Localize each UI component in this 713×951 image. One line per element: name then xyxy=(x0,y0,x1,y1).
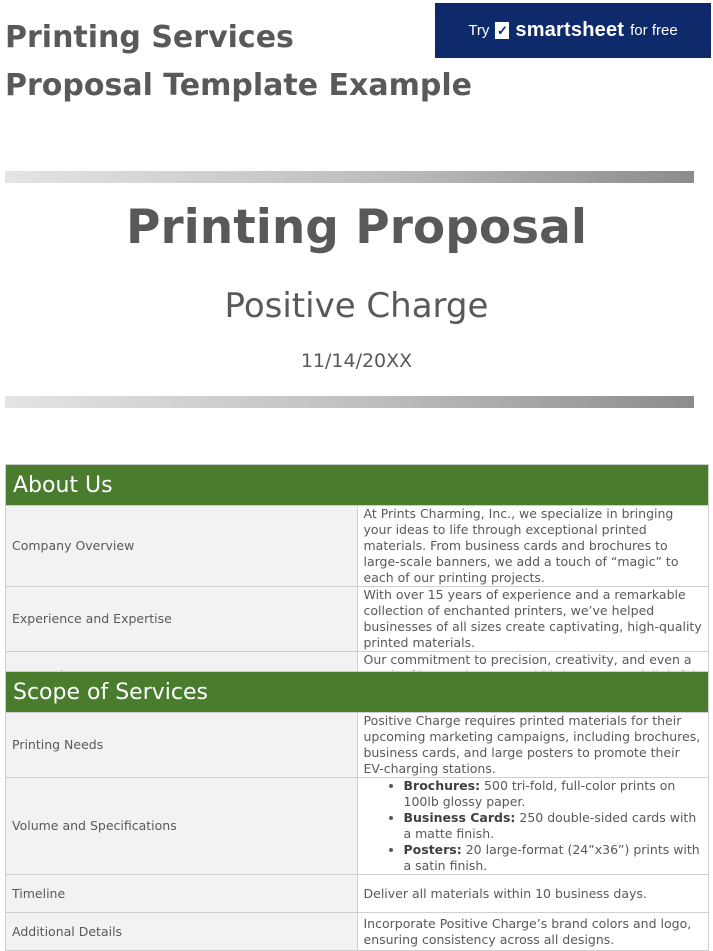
table-row xyxy=(6,875,709,913)
item-text: 20 large-format (24”x36”) prints with a satin finish. xyxy=(403,842,700,873)
row-label: Timeline xyxy=(6,875,358,913)
row-text: Incorporate Positive Charge’s brand colors and logo, ensuring consistency across all designs. xyxy=(357,913,709,951)
list-item xyxy=(404,810,703,842)
about-us-heading: About Us xyxy=(6,465,709,506)
about-us-table xyxy=(5,464,709,701)
scope-heading: Scope of Services xyxy=(6,672,709,713)
table-row xyxy=(6,587,709,652)
row-text: At Prints Charming, Inc., we specialize in bringing your ideas to life through exceptional printed materials. From business cards and brochures to large-scale banners, we add a touch of “magic” to each of our printing projects. xyxy=(357,506,709,587)
bottom-divider xyxy=(5,396,694,408)
scope-of-services-table xyxy=(5,671,709,951)
top-divider xyxy=(5,171,694,183)
page-title-line-2: Proposal Template Example xyxy=(5,68,472,103)
row-label: Printing Needs xyxy=(6,713,358,778)
row-label: Additional Details xyxy=(6,913,358,951)
page-title xyxy=(5,14,472,110)
row-label: Volume and Specifications xyxy=(6,778,358,875)
item-text: 500 tri-fold, full-color prints on 100lb glossy paper. xyxy=(403,778,676,809)
table-row xyxy=(6,713,709,778)
ad-try-text: Try xyxy=(468,22,490,39)
item-name: Posters: xyxy=(403,842,462,857)
list-item xyxy=(404,842,703,874)
ad-free-text: for free xyxy=(630,22,678,39)
cover-date: 11/14/20XX xyxy=(300,350,413,372)
page-title-line-1: Printing Services xyxy=(5,20,294,55)
row-text: With over 15 years of experience and a remarkable collection of enchanted printers, we’ve helped businesses of all sizes create captivating, high-quality printed materials. xyxy=(357,587,709,652)
ad-brand-text: smartsheet xyxy=(515,19,625,41)
row-text: Positive Charge requires printed materials for their upcoming marketing campaigns, including brochures, business cards, and large posters to promote their EV-charging stations. xyxy=(357,713,709,778)
list-item xyxy=(404,778,703,810)
cover-subtitle: Positive Charge xyxy=(224,286,489,326)
try-smartsheet-banner[interactable] xyxy=(435,3,711,58)
row-label: Experience and Expertise xyxy=(6,587,358,652)
item-name: Business Cards: xyxy=(403,810,516,825)
row-text: Our commitment to precision, creativity, and even a xyxy=(357,652,709,701)
smartsheet-check-icon: ✓ xyxy=(496,23,508,38)
item-name: Brochures: xyxy=(403,778,481,793)
specifications-list xyxy=(364,778,703,874)
cover-title: Printing Proposal xyxy=(126,200,587,255)
item-text: 250 double-sided cards with a matte finish. xyxy=(403,810,697,841)
row-text: Deliver all materials within 10 business days. xyxy=(357,875,709,913)
table-row xyxy=(6,913,709,951)
row-label: Company Overview xyxy=(6,506,358,587)
table-row xyxy=(6,778,709,875)
table-row xyxy=(6,506,709,587)
row-bullets xyxy=(357,778,709,875)
